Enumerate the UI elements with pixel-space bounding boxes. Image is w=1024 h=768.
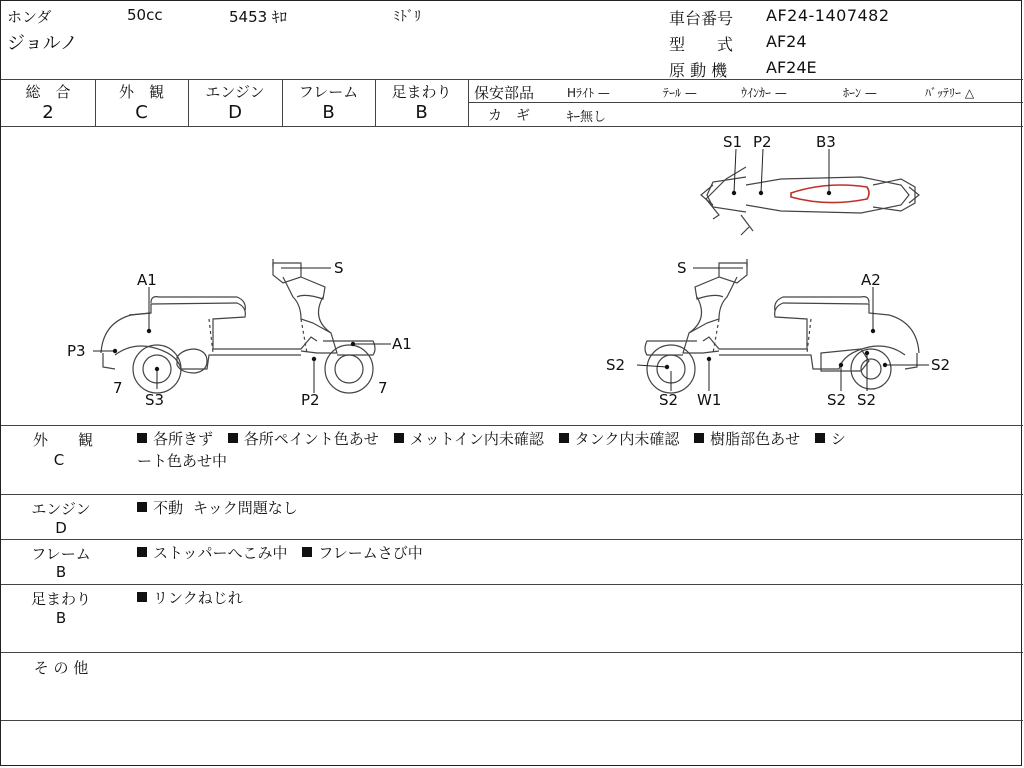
note-item: 各所きず (153, 430, 214, 448)
grade-overall-label: 総 合 (25, 83, 71, 101)
note-item: フレームさび中 (318, 544, 423, 562)
diag-label-left-a1-front: A1 (392, 335, 412, 353)
note-suspension-items (137, 587, 243, 609)
diag-label-left-s: S (334, 259, 344, 277)
note-item: リンクねじれ (153, 589, 243, 607)
key-label: カ ギ (488, 108, 530, 124)
diag-label-right-s: S (677, 259, 687, 277)
diag-label-right-s2-rear: S2 (931, 356, 951, 374)
diag-label-left-7-front: 7 (378, 379, 388, 397)
note-frame-category: フレーム (31, 545, 91, 563)
note-item: タンク内未確認 (574, 430, 680, 448)
note-exterior-category: 外 観 (32, 431, 93, 449)
bullet-icon (302, 547, 312, 557)
note-item: 樹脂部色あせ (710, 430, 801, 448)
note-engine-category: エンジン (31, 500, 91, 518)
note-exterior-items-wrap: ート色あせ中 (137, 452, 228, 470)
note-engine-grade: D (55, 519, 67, 537)
diag-label-right-w1: W1 (697, 391, 722, 409)
bullet-icon (137, 592, 147, 602)
grade-suspension-value: B (415, 102, 428, 123)
note-item: メットイン内未確認 (409, 430, 544, 448)
safety-headlight: Hﾗｲﾄ — (567, 86, 610, 100)
note-engine-items (137, 497, 298, 519)
note-item: 各所ペイント色あせ (243, 430, 379, 448)
bullet-icon (815, 433, 825, 443)
note-item: 不動 (153, 499, 184, 517)
note-item: ストッパーへこみ中 (153, 544, 288, 562)
engine-value: AF24E (766, 58, 817, 77)
note-frame-items (137, 542, 423, 564)
note-item: シ (830, 430, 846, 448)
grade-engine-label: エンジン (205, 83, 265, 101)
safety-tail: ﾃｰﾙ — (663, 86, 697, 100)
divider (1, 539, 1023, 540)
safety-winker: ｳｲﾝｶｰ — (741, 86, 787, 100)
chassis-label: 車台番号 (669, 9, 734, 28)
safety-battery: ﾊﾞｯﾃﾘｰ △ (925, 86, 975, 100)
note-exterior-items (137, 428, 846, 450)
color: ﾐﾄﾞﾘ (393, 9, 421, 25)
displacement: 50cc (127, 6, 163, 24)
grade-overall-value: 2 (42, 102, 54, 123)
bullet-icon (559, 433, 569, 443)
maker: ホンダ (7, 8, 52, 26)
note-exterior-grade: C (53, 451, 65, 469)
chassis-value: AF24-1407482 (766, 6, 890, 25)
grade-exterior-value: C (135, 102, 148, 123)
divider (1, 584, 1023, 585)
top-view-scooter (701, 167, 919, 235)
bullet-icon (394, 433, 404, 443)
grade-frame-value: B (322, 102, 335, 123)
grade-frame-label: フレーム (298, 83, 359, 101)
diag-label-s1: S1 (723, 133, 743, 151)
diag-label-left-a1-top: A1 (137, 271, 157, 289)
diag-label-right-s2-wheel: S2 (659, 391, 679, 409)
divider (468, 102, 1023, 103)
bullet-icon (137, 547, 147, 557)
note-other-category: そ の 他 (33, 659, 89, 677)
note-suspension-grade: B (55, 609, 67, 627)
safety-title: 保安部品 (474, 84, 535, 102)
model-name: ジョルノ (7, 33, 78, 54)
divider (468, 79, 469, 126)
diag-label-left-7-rear: 7 (113, 379, 123, 397)
diag-label-b3: B3 (816, 133, 836, 151)
diag-label-right-s2-front: S2 (606, 356, 626, 374)
divider (1, 79, 1023, 80)
type-label: 型 式 (669, 35, 734, 54)
bullet-icon (137, 502, 147, 512)
bullet-icon (694, 433, 704, 443)
note-item: キック問題なし (193, 499, 298, 517)
scooter-diagram (1, 127, 1023, 425)
divider (1, 652, 1023, 653)
grade-exterior-label: 外 観 (118, 83, 164, 101)
diag-label-left-p2: P2 (301, 391, 320, 409)
divider (1, 425, 1023, 426)
divider (1, 720, 1023, 721)
grade-suspension-label: 足まわり (391, 83, 452, 101)
grade-engine-value: D (228, 102, 242, 123)
engine-label: 原 動 機 (669, 61, 728, 80)
safety-horn: ﾎｰﾝ — (843, 86, 877, 100)
diag-label-left-s3: S3 (145, 391, 165, 409)
type-value: AF24 (766, 32, 807, 51)
note-suspension-category: 足まわり (30, 590, 91, 608)
mileage: 5453 ｷﾛ (229, 8, 287, 26)
diag-label-p2: P2 (753, 133, 772, 151)
diag-label-left-p3: P3 (67, 342, 86, 360)
diag-label-right-a2: A2 (861, 271, 881, 289)
bullet-icon (228, 433, 238, 443)
diag-label-right-s2-a: S2 (827, 391, 847, 409)
diag-label-right-s2-b: S2 (857, 391, 877, 409)
key-value: ｷｰ無し (567, 110, 607, 125)
divider (1, 494, 1023, 495)
note-frame-grade: B (55, 563, 67, 581)
bullet-icon (137, 433, 147, 443)
